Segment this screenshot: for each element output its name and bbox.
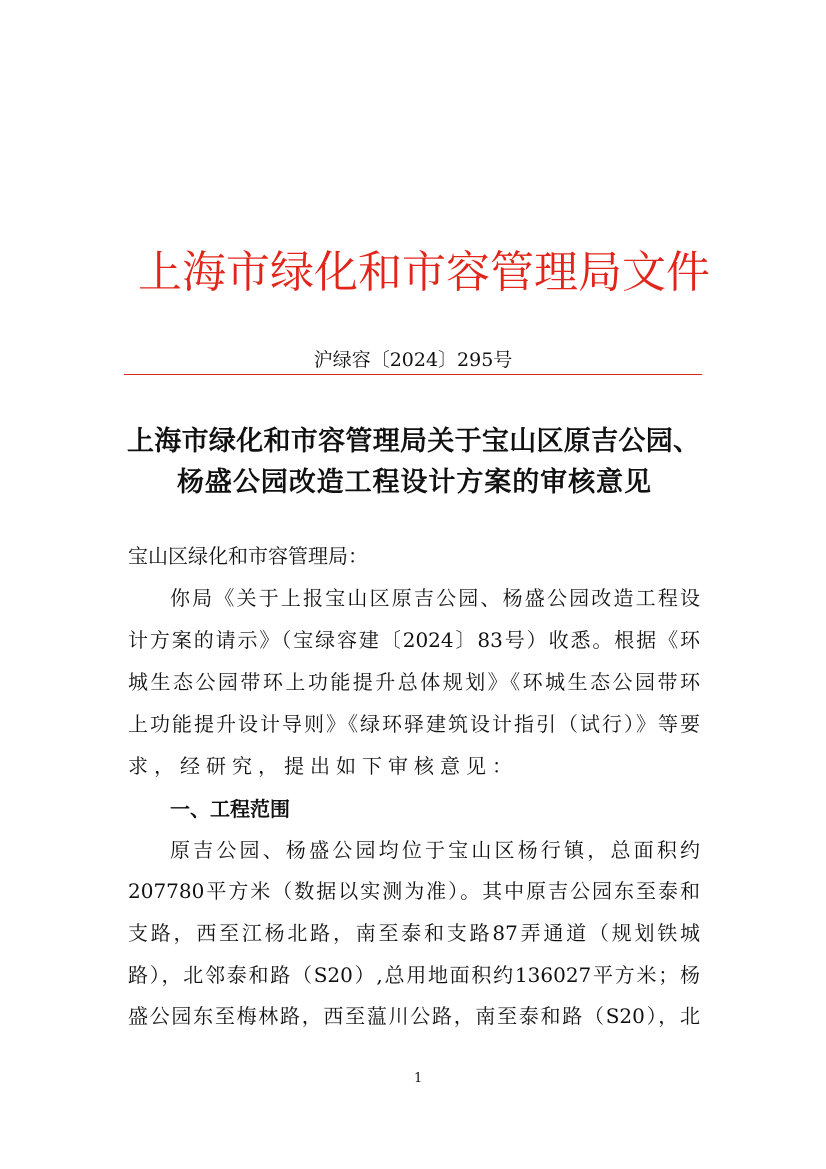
page-number: 1 xyxy=(414,1071,423,1086)
para1-line: 你局《关于上报宝山区原吉公园、杨盛公园改造工程设 xyxy=(170,586,700,610)
para1-line: 城生态公园带环上功能提升总体规划》《环城生态公园带环 xyxy=(128,670,700,694)
section-heading: 一、工程范围 xyxy=(170,797,290,821)
para1-line: 求，经研究，提出如下审核意见： xyxy=(128,754,518,778)
document-number: 沪绿容〔2024〕295号 xyxy=(313,349,513,371)
red-divider xyxy=(124,374,702,375)
para2-line: 路），北邻泰和路（S20）,总用地面积约136027平方米；杨 xyxy=(128,963,700,987)
para1-line: 计方案的请示》（宝绿容建〔2024〕83号）收悉。根据《环 xyxy=(128,628,700,652)
para1-line: 上功能提升设计导则》《绿环驿建筑设计指引（试行）》等要 xyxy=(128,712,700,736)
para2-line: 盛公园东至梅林路，西至蕰川公路，南至泰和路（S20），北 xyxy=(128,1004,700,1028)
para2-line: 原吉公园、杨盛公园均位于宝山区杨行镇，总面积约 xyxy=(170,838,700,862)
addressee: 宝山区绿化和市容管理局： xyxy=(128,544,368,568)
para2-line: 支路，西至江杨北路，南至泰和支路87弄通道（规划铁城 xyxy=(128,921,700,945)
subject-line-1: 上海市绿化和市容管理局关于宝山区原吉公园、 xyxy=(127,426,700,457)
issuer-title: 上海市绿化和市容管理局文件 xyxy=(138,247,710,298)
subject-line-2: 杨盛公园改造工程设计方案的审核意见 xyxy=(177,467,651,498)
para2-line: 207780平方米（数据以实测为准）。其中原吉公园东至泰和 xyxy=(128,879,700,903)
